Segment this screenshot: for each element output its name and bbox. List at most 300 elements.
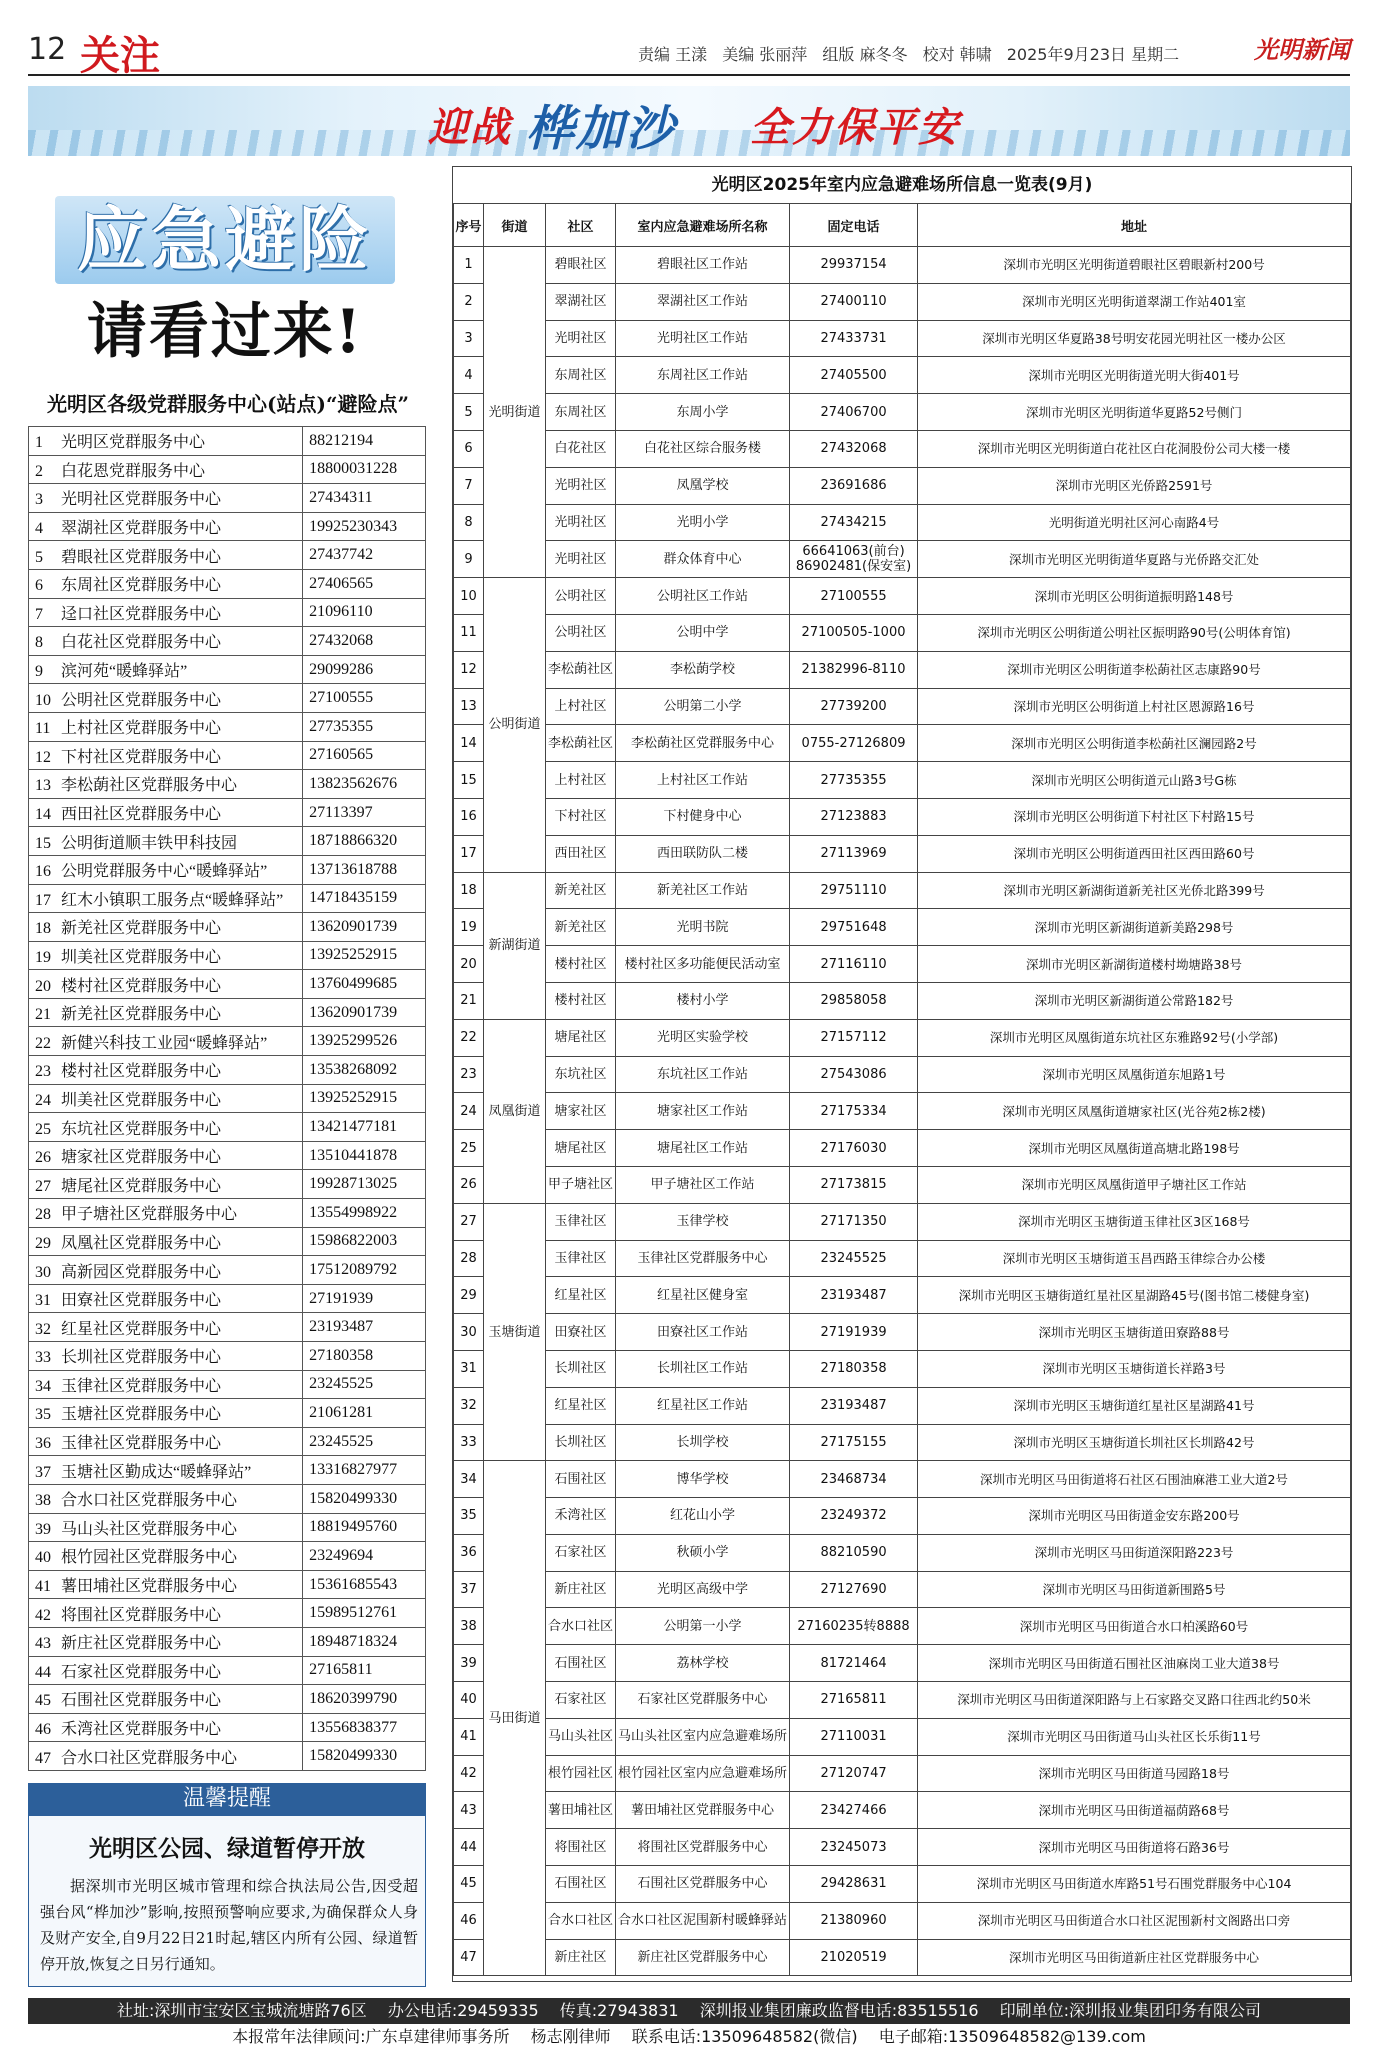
phone-cell: 27127690	[790, 1571, 918, 1608]
list-item	[29, 1141, 426, 1170]
address-cell: 深圳市光明区马田街道合水口社区泥围新村文阁路出口旁	[918, 1902, 1351, 1939]
table-row	[454, 1608, 1351, 1645]
credit-proofreader: 校对 韩啸	[922, 45, 992, 64]
service-center-table	[28, 426, 426, 1771]
table-row	[454, 872, 1351, 909]
street-cell: 新湖街道	[484, 872, 546, 1019]
shelter-name-cell: 公明第一小学	[616, 1608, 790, 1645]
center-name-cell	[29, 484, 303, 513]
row-index: 33	[454, 1424, 484, 1461]
table-row	[454, 283, 1351, 320]
table-row	[454, 762, 1351, 799]
phone-cell: 21382996-8110	[790, 651, 918, 688]
row-index: 36	[454, 1534, 484, 1571]
table-row	[454, 1939, 1351, 1976]
address-cell: 深圳市光明区华夏路38号明安花园光明社区一楼办公区	[918, 320, 1351, 357]
phone-cell: 27173815	[790, 1166, 918, 1203]
table-row	[454, 1645, 1351, 1682]
address-cell: 深圳市光明区新湖街道楼村坳塘路38号	[918, 946, 1351, 983]
center-phone: 23245525	[303, 1427, 426, 1456]
row-index: 43	[454, 1792, 484, 1829]
item-number: 23	[35, 1063, 51, 1081]
community-cell: 光明社区	[546, 320, 616, 357]
address-cell: 深圳市光明区公明街道下村社区下村路15号	[918, 798, 1351, 835]
left-title-2: 请看过来!	[86, 297, 364, 367]
phone-cell: 27160235转8888	[790, 1608, 918, 1645]
table-row	[454, 1350, 1351, 1387]
item-number: 11	[35, 720, 51, 738]
center-phone: 27437742	[303, 541, 426, 570]
address-cell: 深圳市光明区马田街道深阳路与上石家路交叉路口往西北约50米	[918, 1682, 1351, 1719]
row-index: 42	[454, 1755, 484, 1792]
table-row	[454, 909, 1351, 946]
banner-typhoon-name: 桦加沙	[526, 101, 677, 156]
phone-cell: 27175155	[790, 1424, 918, 1461]
shelter-name-cell: 楼村小学	[616, 982, 790, 1019]
center-name-cell	[29, 1227, 303, 1256]
item-number: 41	[35, 1578, 51, 1596]
item-number: 42	[35, 1606, 51, 1624]
community-cell: 东坑社区	[546, 1056, 616, 1093]
center-name-cell	[29, 1713, 303, 1742]
community-cell: 塘尾社区	[546, 1019, 616, 1056]
community-cell: 玉律社区	[546, 1203, 616, 1240]
shelter-name-cell: 白花社区综合服务楼	[616, 430, 790, 467]
community-cell: 光明社区	[546, 541, 616, 578]
center-phone: 15361685543	[303, 1570, 426, 1599]
item-number: 38	[35, 1492, 51, 1510]
community-cell: 东周社区	[546, 357, 616, 394]
item-number: 19	[35, 948, 51, 966]
center-phone: 88212194	[303, 427, 426, 456]
row-index: 30	[454, 1314, 484, 1351]
center-name-cell	[29, 827, 303, 856]
table-row	[454, 578, 1351, 615]
center-name: 楼村社区党群服务中心	[61, 1063, 222, 1081]
row-index: 6	[454, 430, 484, 467]
center-phone: 13421477181	[303, 1113, 426, 1142]
shelter-name-cell: 红星社区工作站	[616, 1387, 790, 1424]
page-number: 12	[28, 32, 67, 67]
list-item	[29, 1542, 426, 1571]
phone-cell: 66641063(前台) 86902481(保安室)	[790, 541, 918, 578]
shelter-name-cell: 红花山小学	[616, 1498, 790, 1535]
list-item	[29, 798, 426, 827]
credits	[638, 42, 1189, 65]
table-row	[454, 798, 1351, 835]
item-number: 36	[35, 1435, 51, 1453]
center-name: 新羌社区党群服务中心	[61, 920, 222, 938]
list-item	[29, 1084, 426, 1113]
list-item	[29, 1599, 426, 1628]
phone-cell: 27180358	[790, 1350, 918, 1387]
center-phone: 27432068	[303, 627, 426, 656]
phone-cell: 27739200	[790, 688, 918, 725]
shelter-name-cell: 薯田埔社区党群服务中心	[616, 1792, 790, 1829]
phone-cell: 29751648	[790, 909, 918, 946]
shelter-name-cell: 东周社区工作站	[616, 357, 790, 394]
row-index: 4	[454, 357, 484, 394]
address-cell: 深圳市光明区新湖街道新美路298号	[918, 909, 1351, 946]
center-name-cell	[29, 1484, 303, 1513]
center-name: 新羌社区党群服务中心	[61, 1006, 222, 1024]
center-name: 凤凰社区党群服务中心	[61, 1234, 222, 1252]
community-cell: 新羌社区	[546, 872, 616, 909]
item-number: 34	[35, 1377, 51, 1395]
center-phone: 15820499330	[303, 1484, 426, 1513]
center-phone: 27735355	[303, 712, 426, 741]
center-name: 甲子塘社区党群服务中心	[61, 1206, 238, 1224]
address-cell: 深圳市光明区玉塘街道田寮路88号	[918, 1314, 1351, 1351]
item-number: 27	[35, 1177, 51, 1195]
item-number: 26	[35, 1149, 51, 1167]
item-number: 16	[35, 863, 51, 881]
community-cell: 塘尾社区	[546, 1130, 616, 1167]
address-cell: 光明街道光明社区河心南路4号	[918, 504, 1351, 541]
shelter-table-panel	[452, 166, 1352, 1982]
shelter-name-cell: 光明小学	[616, 504, 790, 541]
center-name-cell	[29, 1456, 303, 1485]
row-index: 45	[454, 1866, 484, 1903]
table-row	[454, 1866, 1351, 1903]
phone-cell: 23691686	[790, 467, 918, 504]
center-name-cell	[29, 1141, 303, 1170]
center-phone: 27113397	[303, 798, 426, 827]
item-number: 14	[35, 806, 51, 824]
item-number: 44	[35, 1663, 51, 1681]
center-name: 玉塘社区党群服务中心	[61, 1406, 222, 1424]
center-phone: 27180358	[303, 1342, 426, 1371]
table-row	[454, 1718, 1351, 1755]
list-item	[29, 712, 426, 741]
phone-cell: 29937154	[790, 247, 918, 284]
center-name: 楼村社区党群服务中心	[61, 977, 222, 995]
row-index: 8	[454, 504, 484, 541]
center-phone: 18819495760	[303, 1513, 426, 1542]
banner-text-2: 全力保平安	[750, 105, 960, 151]
street-cell: 玉塘街道	[484, 1203, 546, 1461]
row-index: 3	[454, 320, 484, 357]
list-item	[29, 1027, 426, 1056]
center-phone: 17512089792	[303, 1256, 426, 1285]
shelter-name-cell: 长圳学校	[616, 1424, 790, 1461]
phone-cell: 23245525	[790, 1240, 918, 1277]
center-name-cell	[29, 1570, 303, 1599]
center-name-cell	[29, 1742, 303, 1771]
center-name-cell	[29, 1370, 303, 1399]
table-row	[454, 1424, 1351, 1461]
center-name: 东周社区党群服务中心	[61, 577, 222, 595]
phone-cell: 27400110	[790, 283, 918, 320]
center-phone: 14718435159	[303, 884, 426, 913]
center-phone: 13554998922	[303, 1199, 426, 1228]
center-name-cell	[29, 770, 303, 799]
center-phone: 13925299526	[303, 1027, 426, 1056]
community-cell: 楼村社区	[546, 982, 616, 1019]
item-number: 33	[35, 1349, 51, 1367]
item-number: 15	[35, 834, 51, 852]
address-cell: 深圳市光明区公明街道李松蓢社区澜园路2号	[918, 725, 1351, 762]
center-name-cell	[29, 569, 303, 598]
center-phone: 18718866320	[303, 827, 426, 856]
community-cell: 红星社区	[546, 1387, 616, 1424]
shelter-name-cell: 凤凰学校	[616, 467, 790, 504]
address-cell: 深圳市光明区玉塘街道玉律社区3区168号	[918, 1203, 1351, 1240]
list-item	[29, 827, 426, 856]
row-index: 32	[454, 1387, 484, 1424]
item-number: 37	[35, 1463, 51, 1481]
shelter-name-cell: 新庄社区党群服务中心	[616, 1939, 790, 1976]
table-row	[454, 1056, 1351, 1093]
address-cell: 深圳市光明区玉塘街道红星社区星湖路41号	[918, 1387, 1351, 1424]
shelter-name-cell: 东周小学	[616, 394, 790, 431]
item-number: 4	[35, 520, 43, 538]
list-item	[29, 1113, 426, 1142]
address-cell: 深圳市光明区马田街道新庄社区党群服务中心	[918, 1939, 1351, 1976]
center-name-cell	[29, 1627, 303, 1656]
center-name: 西田社区党群服务中心	[61, 806, 222, 824]
street-cell: 公明街道	[484, 578, 546, 872]
center-name-cell	[29, 541, 303, 570]
community-cell: 薯田埔社区	[546, 1792, 616, 1829]
address-cell: 深圳市光明区光明街道华夏路与光侨路交汇处	[918, 541, 1351, 578]
list-item	[29, 855, 426, 884]
center-phone: 13713618788	[303, 855, 426, 884]
center-name-cell	[29, 712, 303, 741]
center-phone: 21061281	[303, 1399, 426, 1428]
street-cell: 马田街道	[484, 1461, 546, 1976]
footer-email: 电子邮箱:13509648582@139.com	[878, 2027, 1146, 2046]
phone-cell: 27100555	[790, 578, 918, 615]
center-phone: 13760499685	[303, 970, 426, 999]
center-name-cell	[29, 1027, 303, 1056]
footer-fax: 传真:27943831	[559, 2001, 679, 2020]
row-index: 40	[454, 1682, 484, 1719]
address-cell: 深圳市光明区公明街道西田社区西田路60号	[918, 835, 1351, 872]
community-cell: 玉律社区	[546, 1240, 616, 1277]
address-cell: 深圳市光明区玉塘街道长圳社区长圳路42号	[918, 1424, 1351, 1461]
phone-cell: 29751110	[790, 872, 918, 909]
center-name-cell	[29, 427, 303, 456]
shelter-name-cell: 东坑社区工作站	[616, 1056, 790, 1093]
phone-cell: 23249372	[790, 1498, 918, 1535]
community-cell: 合水口社区	[546, 1902, 616, 1939]
shelter-name-cell: 长圳社区工作站	[616, 1350, 790, 1387]
table-row	[454, 1461, 1351, 1498]
shelter-name-cell: 光明区实验学校	[616, 1019, 790, 1056]
phone-cell: 23427466	[790, 1792, 918, 1829]
address-cell: 深圳市光明区光明街道碧眼社区碧眼新村200号	[918, 247, 1351, 284]
center-name: 上村社区党群服务中心	[61, 720, 222, 738]
list-item	[29, 512, 426, 541]
address-cell: 深圳市光明区凤凰街道东坑社区东雅路92号(小学部)	[918, 1019, 1351, 1056]
address-cell: 深圳市光明区马田街道深阳路223号	[918, 1534, 1351, 1571]
center-phone: 13510441878	[303, 1141, 426, 1170]
item-number: 10	[35, 691, 51, 709]
list-item	[29, 1513, 426, 1542]
phone-cell: 27157112	[790, 1019, 918, 1056]
table-header-row	[454, 204, 1351, 247]
center-name-cell	[29, 1542, 303, 1571]
list-item	[29, 684, 426, 713]
row-index: 46	[454, 1902, 484, 1939]
address-cell: 深圳市光明区凤凰街道东旭路1号	[918, 1056, 1351, 1093]
list-item	[29, 655, 426, 684]
community-cell: 新庄社区	[546, 1939, 616, 1976]
center-name: 圳美社区党群服务中心	[61, 1091, 222, 1109]
left-subtitle: 光明区各级党群服务中心(站点)“避险点”	[47, 392, 409, 416]
address-cell: 深圳市光明区马田街道合水口柏溪路60号	[918, 1608, 1351, 1645]
center-phone: 13620901739	[303, 998, 426, 1027]
table-row	[454, 982, 1351, 1019]
footer-info-bar	[28, 1998, 1350, 2024]
center-phone: 13538268092	[303, 1056, 426, 1085]
address-cell: 深圳市光明区凤凰街道甲子塘社区工作站	[918, 1166, 1351, 1203]
row-index: 24	[454, 1093, 484, 1130]
center-phone: 19928713025	[303, 1170, 426, 1199]
shelter-name-cell: 玉律社区党群服务中心	[616, 1240, 790, 1277]
community-cell: 光明社区	[546, 467, 616, 504]
shelter-name-cell: 光明书院	[616, 909, 790, 946]
shelter-name-cell: 田寮社区工作站	[616, 1314, 790, 1351]
center-name: 新健兴科技工业园“暖蜂驿站”	[61, 1034, 268, 1052]
address-cell: 深圳市光明区公明街道上村社区恩源路16号	[918, 688, 1351, 725]
table-row	[454, 651, 1351, 688]
community-cell: 合水口社区	[546, 1608, 616, 1645]
row-index: 11	[454, 614, 484, 651]
center-name: 光明区党群服务中心	[61, 434, 206, 452]
community-cell: 楼村社区	[546, 946, 616, 983]
table-row	[454, 1277, 1351, 1314]
table-row	[454, 1093, 1351, 1130]
shelter-name-cell: 玉律学校	[616, 1203, 790, 1240]
phone-cell: 27171350	[790, 1203, 918, 1240]
community-cell: 翠湖社区	[546, 283, 616, 320]
shelter-name-cell: 秋硕小学	[616, 1534, 790, 1571]
list-item	[29, 913, 426, 942]
shelter-table-title: 光明区2025年室内应急避难场所信息一览表(9月)	[453, 167, 1351, 204]
item-number: 39	[35, 1520, 51, 1538]
center-name: 东坑社区党群服务中心	[61, 1120, 222, 1138]
community-cell: 石家社区	[546, 1682, 616, 1719]
phone-cell: 0755-27126809	[790, 725, 918, 762]
table-row	[454, 504, 1351, 541]
center-name-cell	[29, 655, 303, 684]
community-cell: 长圳社区	[546, 1350, 616, 1387]
community-cell: 光明社区	[546, 504, 616, 541]
community-cell: 上村社区	[546, 688, 616, 725]
col-header-community: 社区	[546, 204, 616, 247]
center-name: 高新园区党群服务中心	[61, 1263, 222, 1281]
reminder-header: 温馨提醒	[28, 1783, 426, 1815]
table-row	[454, 946, 1351, 983]
row-index: 15	[454, 762, 484, 799]
row-index: 26	[454, 1166, 484, 1203]
shelter-name-cell: 李松蓢学校	[616, 651, 790, 688]
center-name: 合水口社区党群服务中心	[61, 1492, 238, 1510]
table-row	[454, 1534, 1351, 1571]
banner-text-1: 迎战	[428, 105, 512, 151]
center-phone: 19925230343	[303, 512, 426, 541]
row-index: 34	[454, 1461, 484, 1498]
row-index: 16	[454, 798, 484, 835]
credit-layout: 组版 麻冬冬	[822, 45, 908, 64]
center-name: 白花恩党群服务中心	[61, 462, 206, 480]
row-index: 35	[454, 1498, 484, 1535]
item-number: 28	[35, 1206, 51, 1224]
phone-cell: 27433731	[790, 320, 918, 357]
table-row	[454, 1019, 1351, 1056]
table-row	[454, 357, 1351, 394]
item-number: 17	[35, 891, 51, 909]
center-name: 石家社区党群服务中心	[61, 1663, 222, 1681]
address-cell: 深圳市光明区光明街道翠湖工作站401室	[918, 283, 1351, 320]
left-title-1: 应急避险	[77, 198, 373, 281]
address-cell: 深圳市光明区光明街道白花社区白花洞股份公司大楼一楼	[918, 430, 1351, 467]
banner-wave-decoration	[28, 130, 1350, 156]
center-name-cell	[29, 884, 303, 913]
street-cell: 光明街道	[484, 247, 546, 578]
shelter-name-cell: 塘家社区工作站	[616, 1093, 790, 1130]
shelter-name-cell: 群众体育中心	[616, 541, 790, 578]
list-item	[29, 1256, 426, 1285]
page-header	[28, 18, 1350, 79]
table-row	[454, 1130, 1351, 1167]
table-row	[454, 1755, 1351, 1792]
table-row	[454, 614, 1351, 651]
shelter-name-cell: 根竹园社区室内应急避难场所	[616, 1755, 790, 1792]
community-cell: 李松蓢社区	[546, 651, 616, 688]
row-index: 29	[454, 1277, 484, 1314]
item-number: 20	[35, 977, 51, 995]
row-index: 5	[454, 394, 484, 431]
address-cell: 深圳市光明区马田街道水库路51号石围党群服务中心104	[918, 1866, 1351, 1903]
row-index: 2	[454, 283, 484, 320]
center-phone: 13925252915	[303, 941, 426, 970]
center-name-cell	[29, 1656, 303, 1685]
footer-printer: 印刷单位:深圳报业集团印务有限公司	[999, 2001, 1262, 2020]
center-name-cell	[29, 941, 303, 970]
phone-cell: 23193487	[790, 1277, 918, 1314]
phone-cell: 27191939	[790, 1314, 918, 1351]
center-phone: 27100555	[303, 684, 426, 713]
shelter-name-cell: 翠湖社区工作站	[616, 283, 790, 320]
footer-lawyer: 杨志刚律师	[530, 2027, 611, 2046]
community-cell: 将围社区	[546, 1829, 616, 1866]
phone-cell: 27110031	[790, 1718, 918, 1755]
table-row	[454, 688, 1351, 725]
col-header-shelter-name: 室内应急避难场所名称	[616, 204, 790, 247]
center-name-cell	[29, 1313, 303, 1342]
table-row	[454, 1240, 1351, 1277]
table-row	[454, 1571, 1351, 1608]
center-name-cell	[29, 627, 303, 656]
reminder-body: 据深圳市光明区城市管理和综合执法局公告,因受超强台风“桦加沙”影响,按照预警响应要求,为确保群众人身及财产安全,自9月22日21时起,辖区内所有公园、绿道暂停开放,恢复之日另行通知。	[40, 1877, 418, 1973]
list-item	[29, 884, 426, 913]
row-index: 17	[454, 835, 484, 872]
address-cell: 深圳市光明区光明街道华夏路52号侧门	[918, 394, 1351, 431]
row-index: 39	[454, 1645, 484, 1682]
center-name: 马山头社区党群服务中心	[61, 1520, 238, 1538]
center-name-cell	[29, 455, 303, 484]
section-title: 关注	[80, 32, 160, 79]
phone-cell: 27175334	[790, 1093, 918, 1130]
community-cell: 公明社区	[546, 614, 616, 651]
center-phone: 13316827977	[303, 1456, 426, 1485]
center-phone: 15986822003	[303, 1227, 426, 1256]
row-index: 7	[454, 467, 484, 504]
street-cell: 凤凰街道	[484, 1019, 546, 1203]
